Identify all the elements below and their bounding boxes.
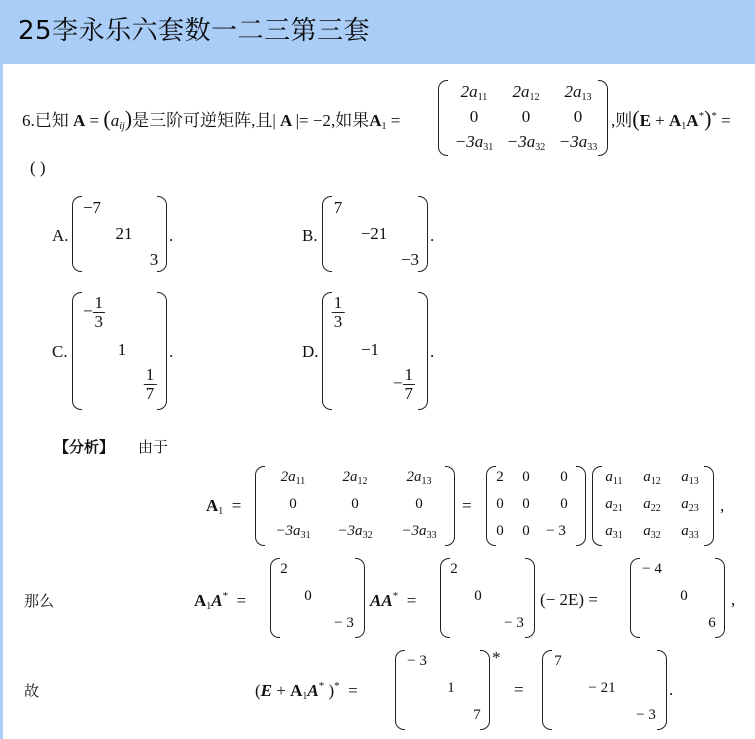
option-d-label: D.: [302, 342, 319, 361]
question-number: 6.: [22, 111, 35, 130]
option-c-label: C.: [52, 342, 68, 361]
question-known: 已知: [34, 111, 69, 130]
option-a-matrix: −7 21 3: [72, 196, 167, 272]
option-d-matrix: $\frac{1}{3}$ −1 − $\frac{1}{7}$: [322, 292, 428, 410]
analysis-diag-matrix: 2 0 0 0 0 0 0 0 − 3: [486, 466, 586, 546]
question-stem: 6.已知 $A = (a_{ij})$是三阶可逆矩阵,且| A |= −2,如果$A_1$ =: [22, 106, 401, 132]
line2-matrix-2: 2 0 − 3: [440, 558, 535, 638]
line2-matrix-1: 2 0 − 3: [270, 558, 365, 638]
line3-matrix-2: 7 − 21 − 3: [542, 650, 667, 730]
line2-mid: (− 2E) =: [540, 590, 598, 609]
option-a-label: A.: [52, 226, 69, 245]
left-accent-bar: [0, 64, 3, 739]
option-b-matrix: 7 −21 −3: [322, 196, 428, 272]
analysis-hence: 故: [24, 682, 40, 700]
header-bar: [0, 0, 755, 64]
question-condition: 是三阶可逆矩阵,且: [132, 111, 273, 130]
analysis-a-matrix: $a_{11}$ $a_{12}$ $a_{13}$ $a_{21}$ $a_{22}$ $a_{23}$ $a_{31}$ $a_{32}$ $a_{33}$: [592, 466, 714, 546]
answer-bracket: ( ): [30, 158, 46, 177]
question-if: ,如果: [330, 111, 370, 130]
analysis-then: 那么: [24, 592, 55, 610]
question-det-value: = −2: [299, 111, 331, 130]
line3-matrix-1: − 3 1 7: [395, 650, 490, 730]
analysis-tag: 【分析】: [54, 438, 115, 456]
option-b-label: B.: [302, 226, 318, 245]
option-c-matrix: − $\frac{1}{3}$ 1 $\frac{1}{7}$: [72, 292, 167, 410]
page-title: 25李永乐六套数一二三第三套: [18, 16, 371, 46]
analysis-intro: 由于: [138, 438, 169, 456]
question-tail: ,则$(E + A_1A^*)^*$ =: [611, 106, 731, 132]
analysis-a1-matrix: $2a_{11}$ $2a_{12}$ $2a_{13}$ 0 0 0 $-3a_{31}$ $-3a_{32}$ $-3a_{33}$: [255, 466, 455, 546]
question-a1-matrix: $2a_{11}$ $2a_{12}$ $2a_{13}$ 0 0 0 $-3a_{31}$ $-3a_{32}$ $-3a_{33}$: [438, 80, 608, 156]
line2-matrix-3: − 4 0 6: [630, 558, 725, 638]
